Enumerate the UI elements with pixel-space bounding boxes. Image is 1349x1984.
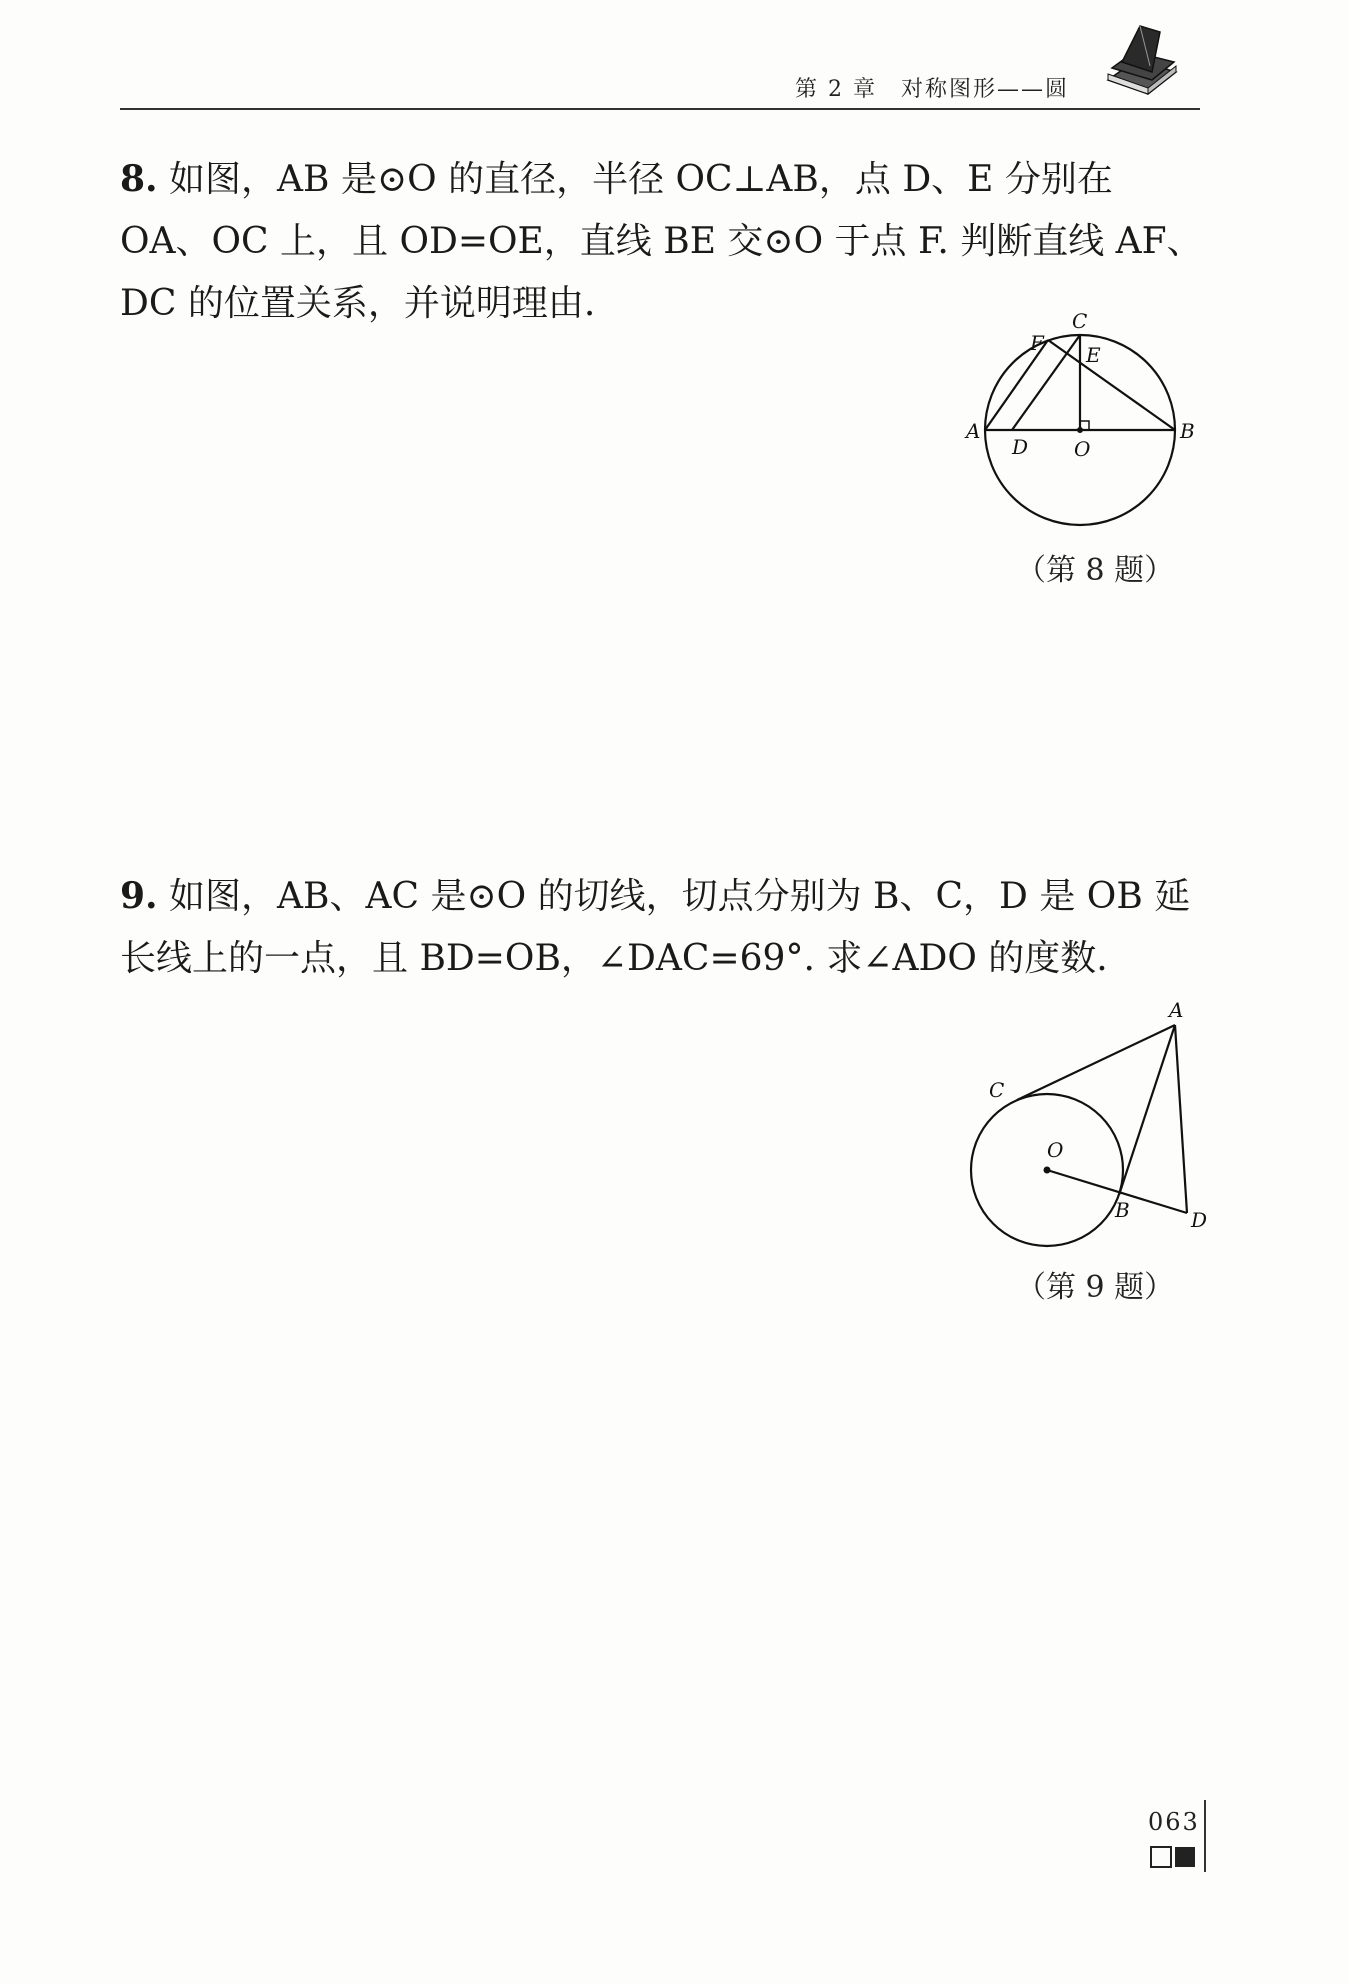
figure-9-caption: （第 9 题） bbox=[1016, 1270, 1175, 1305]
label-e: E bbox=[1086, 343, 1101, 367]
segment-ac bbox=[1017, 1025, 1175, 1100]
figure-8-caption: （第 8 题） bbox=[1016, 553, 1175, 588]
figure-9-diagram bbox=[955, 995, 1215, 1255]
label-o: O bbox=[1074, 437, 1091, 461]
problem-9 bbox=[120, 865, 1210, 990]
label-o: O bbox=[1047, 1138, 1064, 1162]
segment-ab bbox=[1119, 1025, 1175, 1195]
problem-9-text: 如图，AB、AC 是⊙O 的切线，切点分别为 B、C，D 是 OB 延长线上的一点，且 BD=OB，∠DAC=69°. 求∠ADO 的度数. bbox=[120, 876, 1191, 979]
header-divider bbox=[120, 108, 1200, 110]
label-c: C bbox=[989, 1078, 1005, 1102]
label-b: B bbox=[1115, 1198, 1130, 1222]
footer-divider bbox=[1204, 1800, 1206, 1872]
segment-dc bbox=[1012, 335, 1080, 430]
segment-ad bbox=[1175, 1025, 1187, 1213]
page-number: 063 bbox=[1148, 1808, 1200, 1836]
label-d: D bbox=[1012, 435, 1029, 459]
page-marker-icon bbox=[1150, 1845, 1196, 1869]
problem-8-number: 8. bbox=[120, 158, 158, 200]
problem-9-number: 9. bbox=[120, 875, 158, 917]
problem-8 bbox=[120, 148, 1210, 335]
figure-8-diagram bbox=[950, 310, 1210, 540]
label-a: A bbox=[966, 419, 981, 443]
book-icon bbox=[1100, 22, 1180, 102]
chapter-header: 第 2 章 对称图形——圆 bbox=[795, 77, 1069, 102]
label-b: B bbox=[1180, 419, 1195, 443]
label-c: C bbox=[1072, 310, 1088, 333]
label-d: D bbox=[1191, 1208, 1208, 1232]
label-a: A bbox=[1169, 998, 1184, 1022]
label-f: F bbox=[1030, 331, 1044, 355]
problem-8-text: 如图，AB 是⊙O 的直径，半径 OC⊥AB，点 D、E 分别在 OA、OC 上，且 OD=OE，直线 BE 交⊙O 于点 F. 判断直线 AF、DC 的位置关系，并说明理由. bbox=[120, 159, 1203, 324]
